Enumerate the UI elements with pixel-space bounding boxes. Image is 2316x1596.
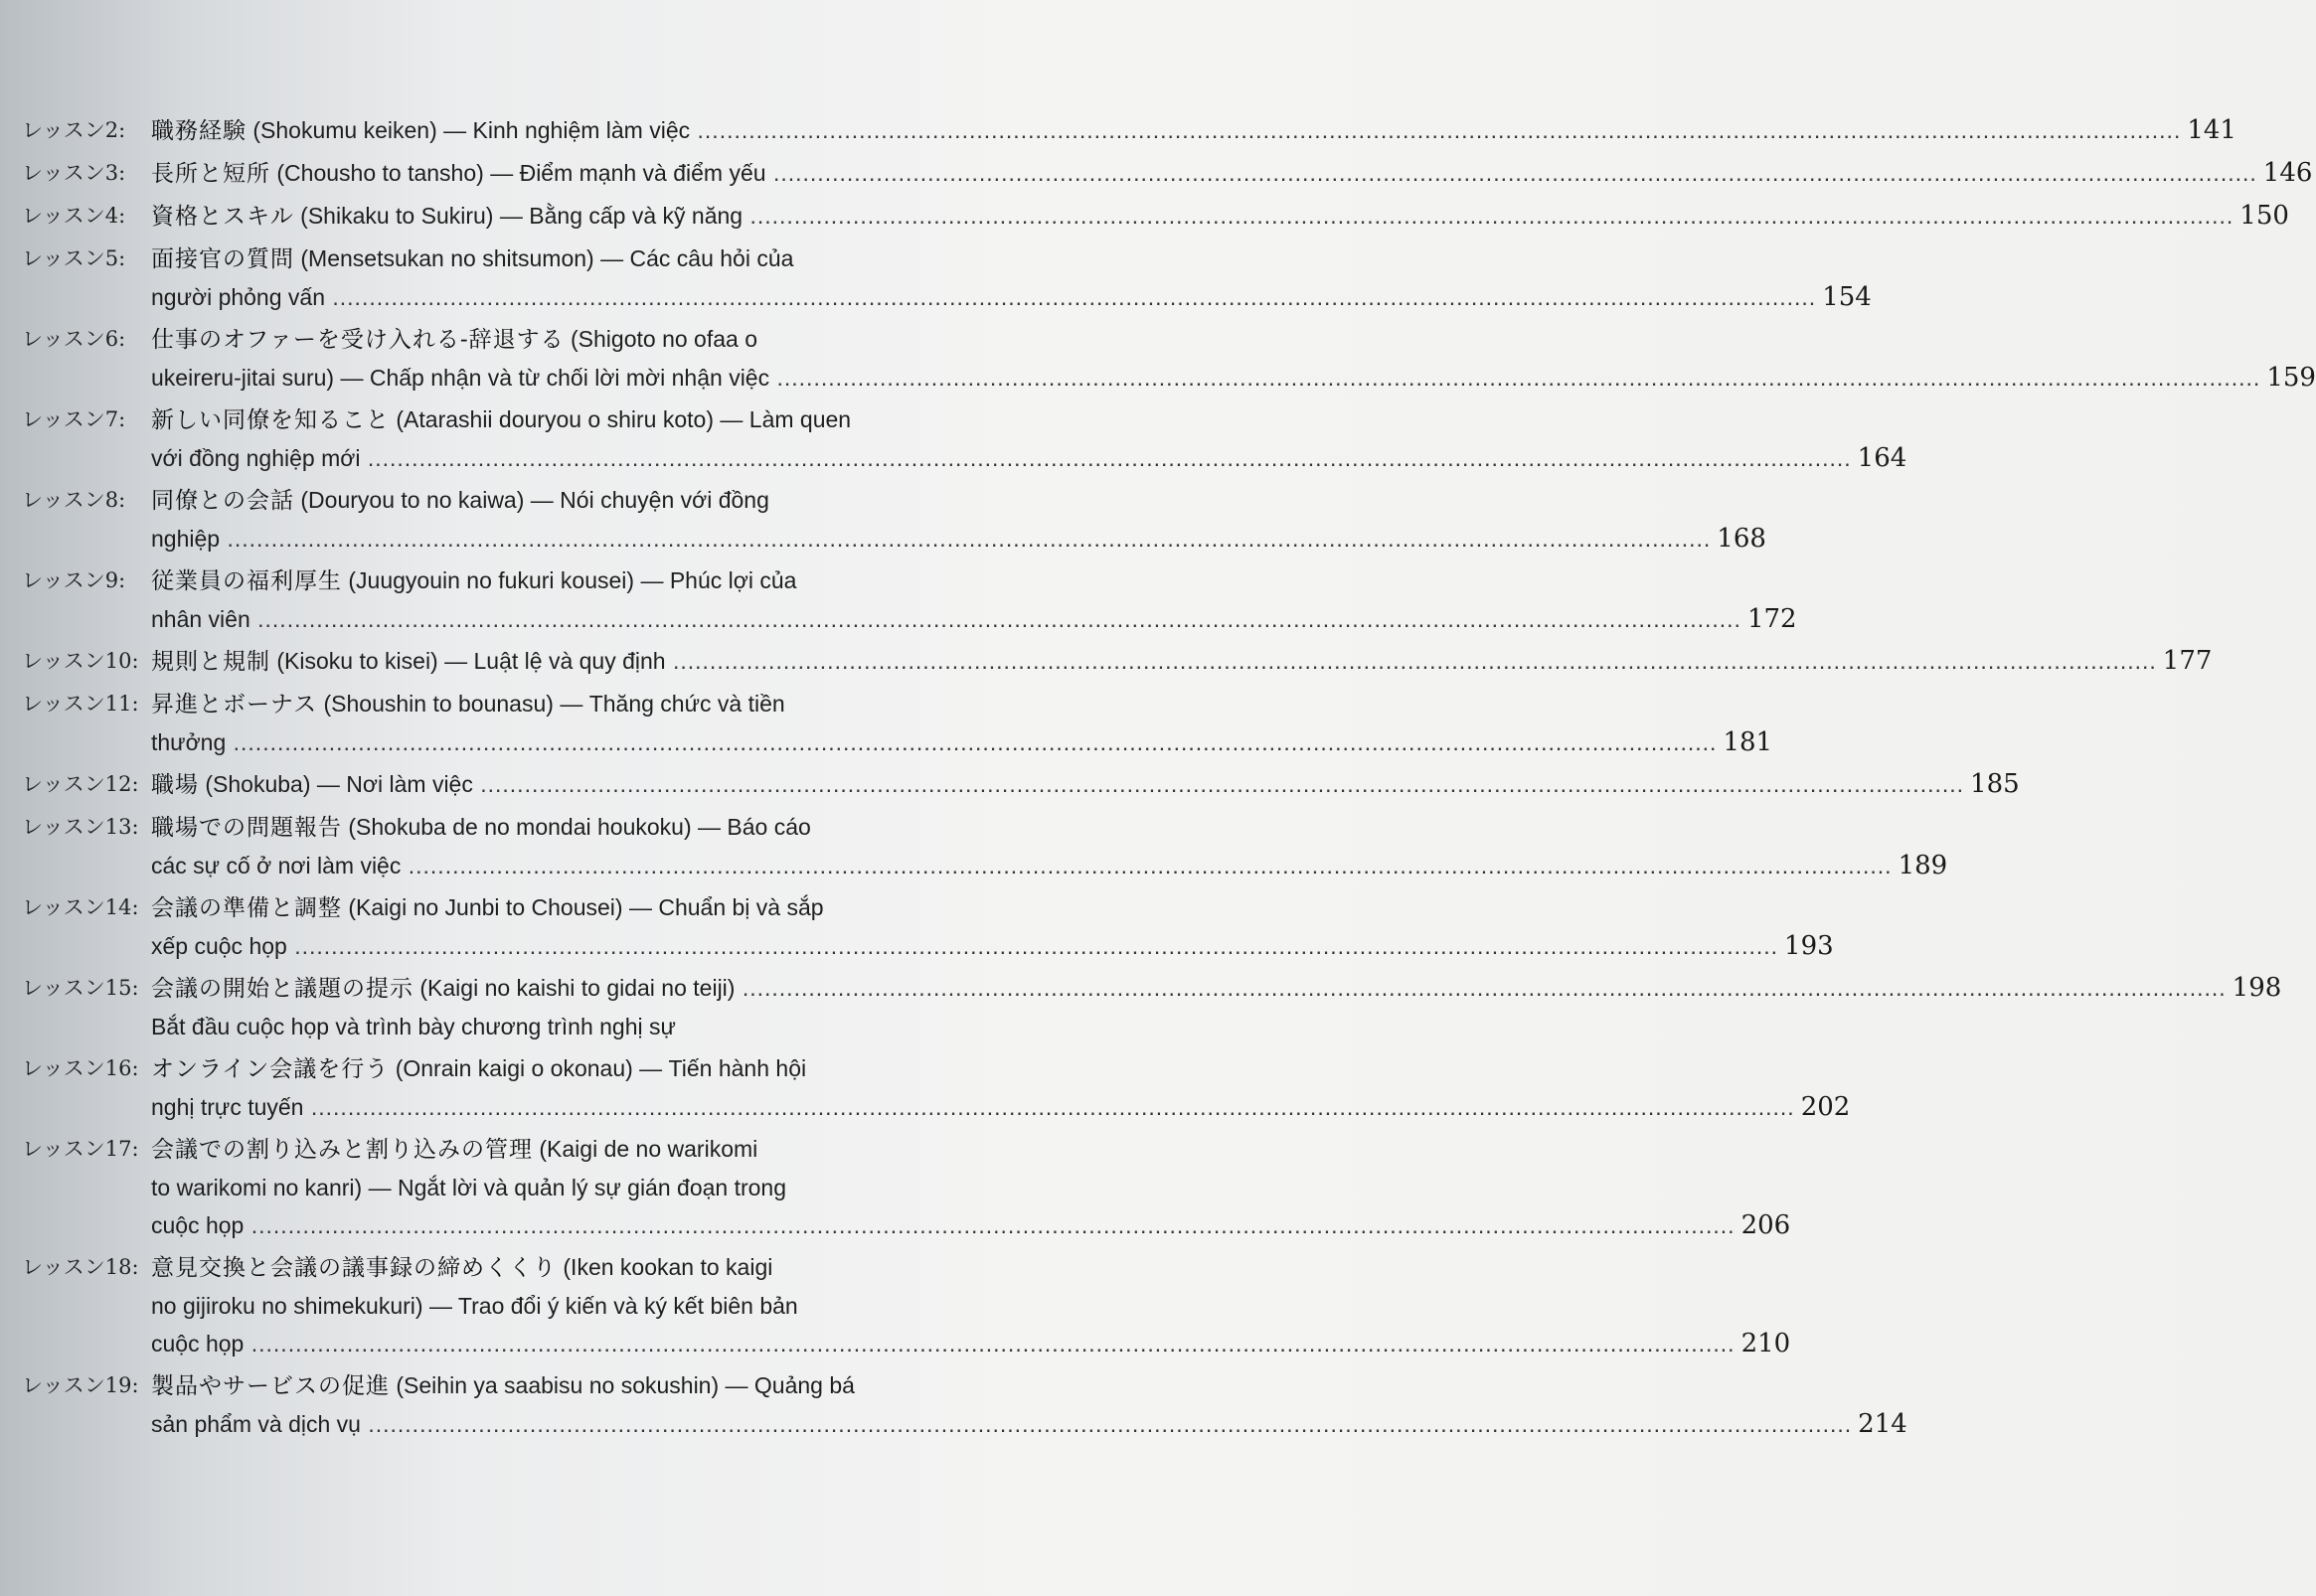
japanese-title: 長所と短所 bbox=[151, 161, 270, 187]
japanese-title: 新しい同僚を知ること bbox=[151, 407, 390, 433]
vietnamese-title-continued: với đồng nghiệp mới bbox=[151, 445, 361, 471]
page-number: 154 bbox=[1822, 282, 1872, 312]
lesson-label: レッスン6: bbox=[22, 327, 126, 351]
lesson-label: レッスン9: bbox=[22, 568, 126, 592]
romaji-title: (Douryou to no kaiwa) bbox=[300, 487, 525, 513]
romaji-title: (Mensetsukan no shitsumon) bbox=[300, 245, 594, 271]
vietnamese-title: — Điểm mạnh và điểm yếu bbox=[490, 160, 766, 186]
page-number: 177 bbox=[2162, 646, 2213, 676]
lesson-label: レッスン7: bbox=[22, 407, 126, 431]
page-number: 141 bbox=[2187, 115, 2236, 145]
toc-entry-lesson-6[interactable] bbox=[22, 320, 2316, 397]
page-number: 146 bbox=[2262, 158, 2313, 188]
romaji-title: (Shokuba) bbox=[205, 771, 311, 797]
lesson-label: レッスン4: bbox=[22, 204, 126, 228]
lesson-label: レッスン2: bbox=[22, 118, 126, 142]
vietnamese-title: — Kinh nghiệm làm việc bbox=[443, 117, 691, 143]
vietnamese-title-continued: xếp cuộc họp bbox=[151, 933, 287, 959]
lesson-label: レッスン18: bbox=[22, 1255, 139, 1279]
toc-entry-lesson-13[interactable] bbox=[22, 808, 1948, 884]
japanese-title: 会議での割り込みと割り込みの管理 bbox=[151, 1137, 533, 1163]
page-number: 210 bbox=[1740, 1329, 1791, 1358]
japanese-title: 仕事のオファーを受け入れる-辞退する bbox=[151, 327, 565, 353]
romaji-title: (Onrain kaigi o okonau) bbox=[395, 1055, 633, 1081]
toc-entry-lesson-5[interactable] bbox=[22, 239, 1872, 316]
page-number: 202 bbox=[1800, 1092, 1851, 1122]
vietnamese-title-continued: nghị trực tuyến bbox=[151, 1094, 304, 1120]
japanese-title: 意見交換と会議の議事録の締めくくり bbox=[151, 1255, 557, 1281]
toc-entry-lesson-3[interactable] bbox=[22, 154, 2313, 193]
vietnamese-title: — Thăng chức và tiền bbox=[560, 691, 785, 717]
vietnamese-title: — Báo cáo bbox=[698, 814, 811, 840]
toc-entry-lesson-11[interactable] bbox=[22, 685, 1773, 761]
title-middle-line: to warikomi no kanri) — Ngắt lời và quản lý sự gián đoạn trong bbox=[151, 1175, 787, 1200]
page-number: 181 bbox=[1723, 727, 1773, 757]
vietnamese-title: — Quảng bá bbox=[725, 1372, 855, 1398]
page-number: 168 bbox=[1717, 524, 1766, 554]
toc-entry-lesson-14[interactable] bbox=[22, 888, 1834, 965]
toc-entry-lesson-10[interactable] bbox=[22, 642, 2213, 681]
toc-entry-lesson-18[interactable] bbox=[22, 1248, 1791, 1362]
japanese-title: 職場 bbox=[151, 772, 199, 798]
romaji-title: (Atarashii douryou o shiru koto) bbox=[396, 406, 714, 432]
japanese-title: 昇進とボーナス bbox=[151, 692, 318, 718]
lesson-label: レッスン19: bbox=[22, 1373, 139, 1397]
page-number: 172 bbox=[1746, 604, 1797, 634]
toc-entry-lesson-16[interactable] bbox=[22, 1049, 1851, 1126]
page-number: 159 bbox=[2266, 363, 2316, 393]
romaji-title: (Shokumu keiken) bbox=[252, 117, 437, 143]
page-number: 150 bbox=[2239, 201, 2289, 231]
japanese-title: 会議の準備と調整 bbox=[151, 895, 342, 921]
vietnamese-title: — Nói chuyện với đồng bbox=[530, 487, 769, 513]
japanese-title: オンライン会議を行う bbox=[151, 1056, 390, 1082]
toc-entry-lesson-4[interactable] bbox=[22, 197, 2289, 236]
romaji-title: (Shigoto no ofaa o bbox=[571, 326, 757, 352]
toc-entry-lesson-15[interactable] bbox=[22, 969, 2282, 1045]
romaji-title: (Seihin ya saabisu no sokushin) bbox=[396, 1372, 720, 1398]
page-number: 198 bbox=[2232, 973, 2282, 1003]
page-number: 193 bbox=[1784, 931, 1834, 961]
romaji-title: (Kaigi no kaishi to gidai no teiji) bbox=[419, 975, 736, 1001]
lesson-label: レッスン11: bbox=[22, 692, 139, 716]
romaji-title: (Shikaku to Sukiru) bbox=[300, 203, 494, 229]
page-number: 164 bbox=[1857, 443, 1907, 473]
vietnamese-title: — Các câu hỏi của bbox=[600, 245, 794, 271]
lesson-label: レッスン15: bbox=[22, 976, 139, 1000]
table-of-contents bbox=[22, 111, 2316, 1447]
lesson-label: レッスン3: bbox=[22, 161, 126, 185]
lesson-label: レッスン13: bbox=[22, 815, 139, 839]
japanese-title: 規則と規制 bbox=[151, 649, 270, 675]
vietnamese-title-continued: cuộc họp bbox=[151, 1212, 245, 1238]
japanese-title: 同僚との会話 bbox=[151, 488, 294, 514]
lesson-label: レッスン14: bbox=[22, 895, 139, 919]
vietnamese-title: — Phúc lợi của bbox=[640, 567, 797, 593]
toc-entry-lesson-8[interactable] bbox=[22, 481, 1766, 558]
japanese-title: 資格とスキル bbox=[151, 204, 294, 230]
lesson-label: レッスン8: bbox=[22, 488, 126, 512]
title-middle-line: no gijiroku no shimekukuri) — Trao đổi ý kiến và ký kết biên bản bbox=[151, 1293, 798, 1319]
japanese-title: 製品やサービスの促進 bbox=[151, 1373, 390, 1399]
page-number: 214 bbox=[1858, 1409, 1907, 1439]
romaji-title: (Kaigi de no warikomi bbox=[539, 1136, 758, 1162]
vietnamese-title-continued: thưởng bbox=[151, 729, 227, 755]
page-number: 189 bbox=[1898, 851, 1948, 880]
toc-entry-lesson-17[interactable] bbox=[22, 1130, 1791, 1244]
romaji-title: (Shoushin to bounasu) bbox=[323, 691, 554, 717]
toc-entry-lesson-19[interactable] bbox=[22, 1366, 1907, 1443]
page-number: 206 bbox=[1740, 1210, 1791, 1240]
japanese-title: 従業員の福利厚生 bbox=[151, 568, 342, 594]
lesson-label: レッスン17: bbox=[22, 1137, 139, 1161]
romaji-title: (Kisoku to kisei) bbox=[276, 648, 438, 674]
japanese-title: 面接官の質問 bbox=[151, 246, 294, 272]
vietnamese-title-continued: các sự cố ở nơi làm việc bbox=[151, 853, 402, 878]
lesson-label: レッスン16: bbox=[22, 1056, 139, 1080]
toc-entry-lesson-2[interactable] bbox=[22, 111, 2236, 150]
romaji-title: (Kaigi no Junbi to Chousei) bbox=[348, 894, 623, 920]
vietnamese-title: — Chuẩn bị và sắp bbox=[628, 894, 824, 920]
romaji-title: (Chousho to tansho) bbox=[276, 160, 484, 186]
lesson-label: レッスン12: bbox=[22, 772, 139, 796]
vietnamese-title-continued: người phỏng vấn bbox=[151, 284, 325, 310]
vietnamese-title: — Luật lệ và quy định bbox=[444, 648, 666, 674]
vietnamese-title-continued: nhân viên bbox=[151, 606, 250, 632]
japanese-title: 職場での問題報告 bbox=[151, 815, 342, 841]
toc-entry-lesson-9[interactable] bbox=[22, 561, 1797, 638]
lesson-label: レッスン5: bbox=[22, 246, 126, 270]
vietnamese-title: — Bằng cấp và kỹ năng bbox=[499, 203, 744, 229]
vietnamese-title-continued: ukeireru-jitai suru) — Chấp nhận và từ chối lời mời nhận việc bbox=[151, 365, 770, 391]
lesson-label: レッスン10: bbox=[22, 649, 139, 673]
vietnamese-title: — Làm quen bbox=[720, 406, 852, 432]
vietnamese-title-continued: nghiệp bbox=[151, 526, 221, 552]
toc-entry-lesson-7[interactable] bbox=[22, 400, 1907, 477]
romaji-title: (Iken kookan to kaigi bbox=[563, 1254, 773, 1280]
vietnamese-title: Bắt đầu cuộc họp và trình bày chương trình nghị sự bbox=[151, 1014, 676, 1039]
page-number: 185 bbox=[1970, 769, 2020, 799]
vietnamese-title-continued: sản phẩm và dịch vụ bbox=[151, 1411, 361, 1437]
vietnamese-title: — Nơi làm việc bbox=[316, 771, 473, 797]
vietnamese-title-continued: cuộc họp bbox=[151, 1331, 245, 1357]
romaji-title: (Shokuba de no mondai houkoku) bbox=[348, 814, 692, 840]
toc-entry-lesson-12[interactable] bbox=[22, 765, 2020, 804]
romaji-title: (Juugyouin no fukuri kousei) bbox=[348, 567, 635, 593]
japanese-title: 職務経験 bbox=[151, 118, 247, 144]
vietnamese-title: — Tiến hành hội bbox=[639, 1055, 807, 1081]
japanese-title: 会議の開始と議題の提示 bbox=[151, 976, 414, 1002]
